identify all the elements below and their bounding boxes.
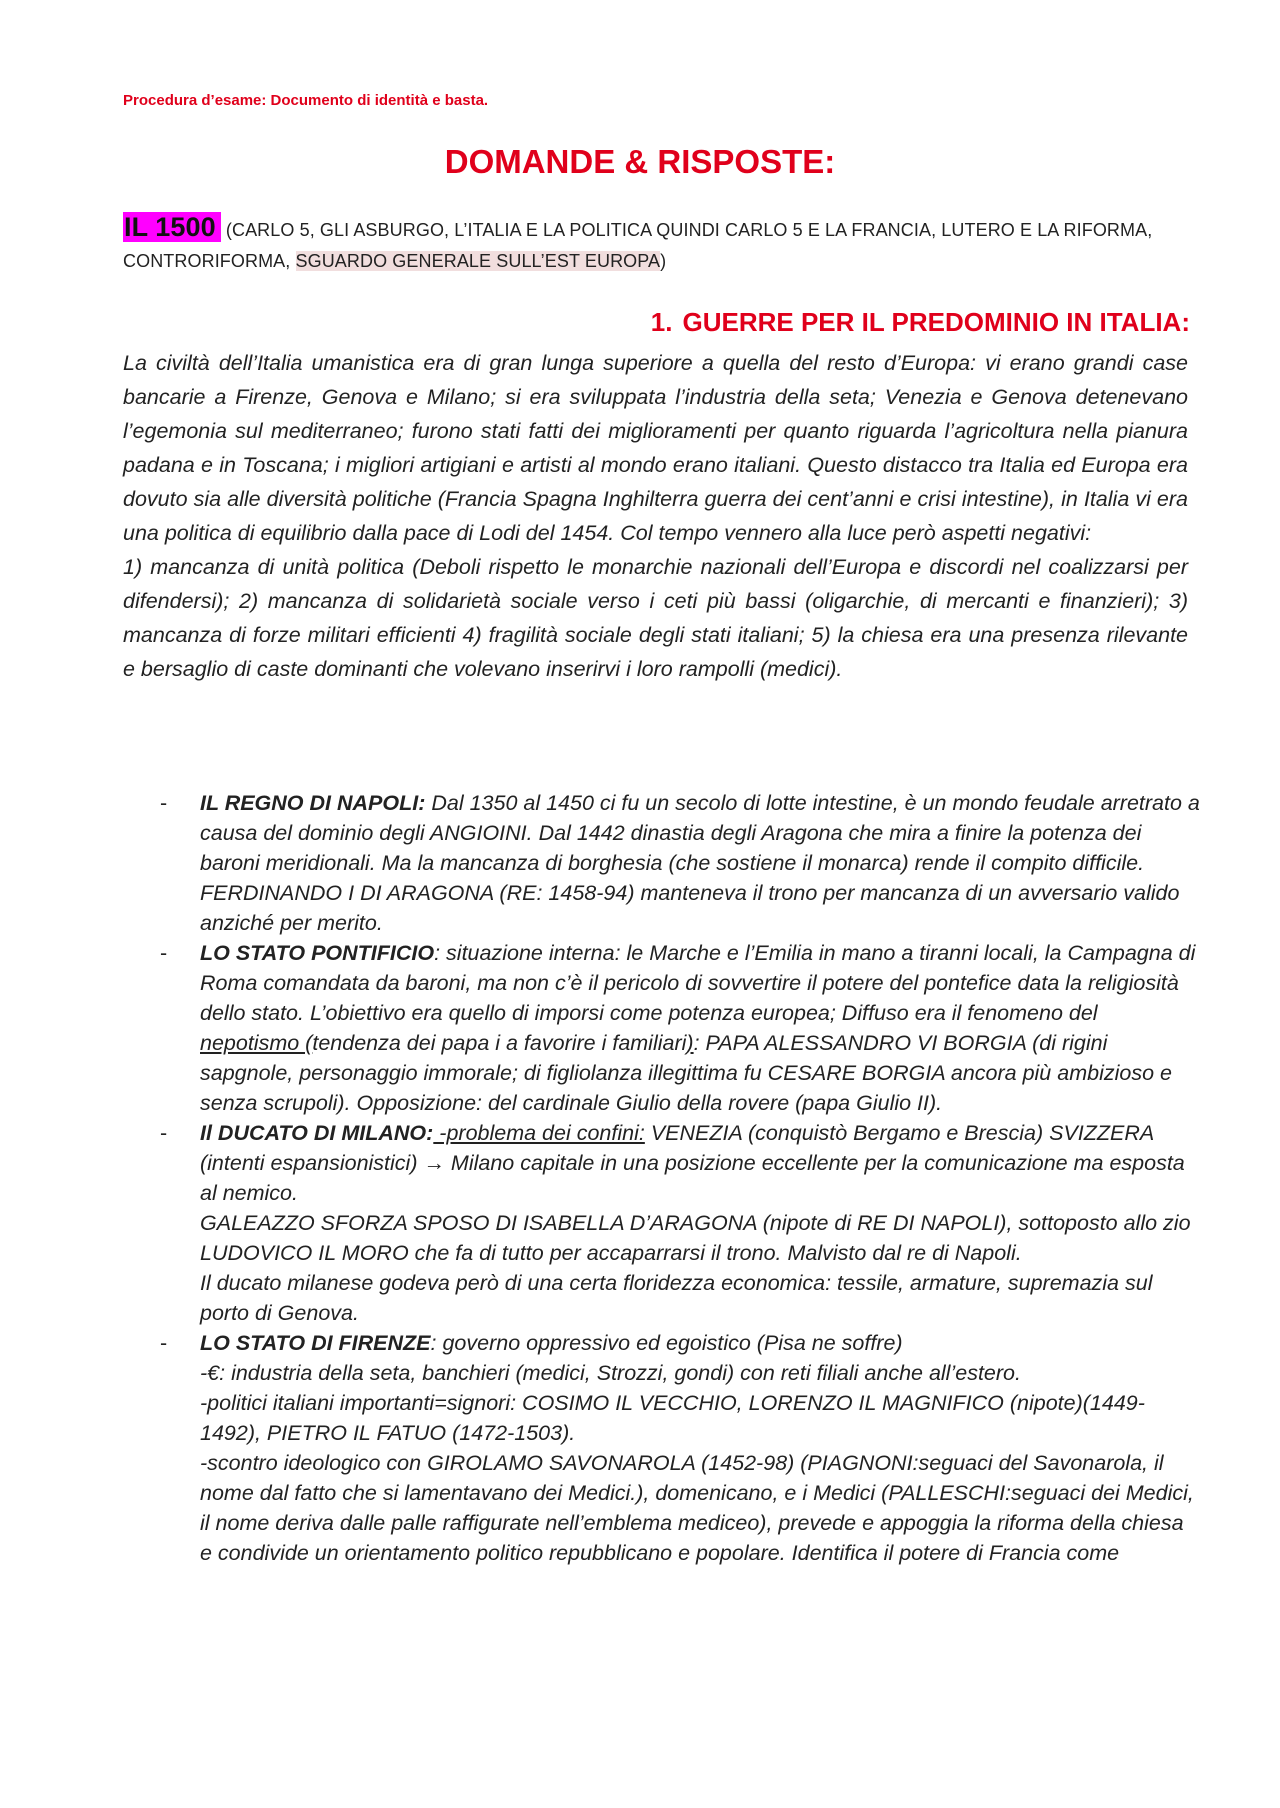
pontificio-text: : situazione interna: le Marche e l’Emilia in mano a tiranni locali, la Campagna di Roma comandata da baroni, ma non c’è il pericolo di sovvertire il potere del pontefice data la religiosità dello stato. L’obiettivo era quello di imporsi come potenza europea; Diffuso era il fenomeno del xyxy=(200,941,1196,1025)
bullet-dash: - xyxy=(160,941,168,965)
intro-paragraph: La civiltà dell’Italia umanistica era di gran lunga superiore a quella del resto d’Europa: vi erano grandi case bancarie a Firenze, Genova e Milano; si era sviluppata l’industria della seta; Venezia e Genova detenevano l’egemonia sul mediterraneo; furono stati fatti dei miglioramenti per quanto riguarda l’agricoltura nella pianura padana e in Toscana; i migliori artigiani e artisti al mondo erano italiani. Questo distacco tra Italia ed Europa era dovuto sia alle diversità politiche (Francia Spagna Inghilterra guerra dei cent’anni e crisi intestine), in Italia vi era una politica di equilibrio dalla pace di Lodi del 1454. Col tempo vennero alla luce però aspetti negativi: xyxy=(123,351,1188,545)
intro-list-paragraph: 1) mancanza di unità politica (Deboli rispetto le monarchie nazionali dell’Europa e discordi nel coalizzarsi per difendersi); 2) mancanza di solidarietà sociale verso i ceti più bassi (oligarchie, di mercanti e finanzieri); 3) mancanza di forze militari efficienti 4) fragilità sociale degli stati italiani; 5) la chiesa era una presenza rilevante e bersaglio di caste dominanti che volevano inserirvi i loro rampolli (medici). xyxy=(123,555,1188,681)
section-heading xyxy=(651,307,1190,338)
nepotismo-definition: tendenza dei papa i a favorire i familiari xyxy=(312,1031,687,1055)
bullet-dash: - xyxy=(160,1331,168,1355)
firenze-line-politicians: -politici italiani importanti=signori: COSIMO IL VECCHIO, LORENZO IL MAGNIFICO (nipote)(1449-1492), PIETRO IL FATUO (1472-1503). xyxy=(200,1391,1145,1445)
milano-title: Il DUCATO DI MILANO: xyxy=(200,1121,434,1145)
topic-line xyxy=(123,212,1193,277)
milano-subtopic: -problema dei confini: xyxy=(433,1121,645,1145)
main-title: DOMANDE & RISPOSTE: xyxy=(444,143,836,180)
pontificio-title: LO STATO PONTIFICIO xyxy=(200,941,435,965)
list-item-firenze xyxy=(160,1328,1200,1568)
napoli-text: Dal 1350 al 1450 ci fu un secolo di lotte intestine, è un mondo feudale arretrato a causa del dominio degli ANGIOINI. Dal 1442 dinastia degli Aragona che mira a finire la potenza dei baroni meridionali. Ma la mancanza di borghesia (che sostiene il monarca) rende il compito difficile. FERDINANDO I DI ARAGONA (RE: 1458-94) manteneva il trono per mancanza di un avversario valido anziché per merito. xyxy=(200,791,1200,935)
milano-line-economy: Il ducato milanese godeva però di una certa floridezza economica: tessile, armature, supremazia sul porto di Genova. xyxy=(200,1271,1153,1325)
section-title: GUERRE PER IL PREDOMINIO IN ITALIA: xyxy=(682,307,1190,337)
states-list xyxy=(160,788,1200,1568)
topic-year-badge: IL 1500 xyxy=(123,212,221,242)
firenze-line-savonarola: -scontro ideologico con GIROLAMO SAVONAROLA (1452-98) (PIAGNONI:seguaci del Savonarola, il nome dal fatto che si lamentavano dei Medici.), domenicano, e i Medici (PALLESCHI:seguaci dei Medici, il nome deriva dalle palle raffigurate nell’emblema mediceo), prevede e appoggia la riforma della chiesa e condivide un orientamento politico repubblicano e popolare. Identifica il potere di Francia come xyxy=(200,1451,1194,1565)
milano-line-sforza: GALEAZZO SFORZA SPOSO DI ISABELLA D’ARAGONA (nipote di RE DI NAPOLI), sottoposto allo zio LUDOVICO IL MORO che fa di tutto per accaparrarsi il trono. Malvisto dal re di Napoli. xyxy=(200,1211,1191,1265)
bullet-dash: - xyxy=(160,1121,168,1145)
list-item-pontificio xyxy=(160,938,1200,1118)
nepotismo-term: nepotismo ( xyxy=(200,1031,313,1055)
list-item-milano xyxy=(160,1118,1200,1328)
topic-highlight: SGUARDO GENERALE SULL’EST EUROPA xyxy=(295,251,661,271)
firenze-line-economy: -€: industria della seta, banchieri (medici, Strozzi, gondi) con reti filiali anche all’estero. xyxy=(200,1361,1021,1385)
pontificio-text-end: : PAPA ALESSANDRO VI BORGIA (di rigini sapgnole, personaggio immorale; di figliolanza illegittima fu CESARE BORGIA ancora più ambizioso e senza scrupoli). Opposizione: del cardinale Giulio della rovere (papa Giulio II). xyxy=(200,1031,1172,1115)
topic-description: (CARLO 5, GLI ASBURGO, L’ITALIA E LA POLITICA QUINDI CARLO 5 E LA FRANCIA, LUTERO E LA RIFORMA, CONTRORIFORMA, xyxy=(123,220,1153,271)
nepotismo-close: ) xyxy=(686,1031,694,1055)
section-number: 1. xyxy=(650,307,673,337)
firenze-text: : governo oppressivo ed egoistico (Pisa ne soffre) xyxy=(430,1331,903,1355)
napoli-title: IL REGNO DI NAPOLI: xyxy=(200,791,426,815)
list-item-napoli xyxy=(160,788,1200,938)
intro-text xyxy=(123,346,1188,686)
bullet-dash: - xyxy=(160,791,168,815)
topic-end: ) xyxy=(660,251,667,271)
firenze-title: LO STATO DI FIRENZE xyxy=(200,1331,431,1355)
exam-procedure-note: Procedura d’esame: Documento di identità e basta. xyxy=(123,92,489,109)
milano-text: VENEZIA (conquistò Bergamo e Brescia) SVIZZERA (intenti espansionistici) → Milano capitale in una posizione eccellente per la comunicazione ma esposta al nemico. xyxy=(200,1121,1185,1205)
